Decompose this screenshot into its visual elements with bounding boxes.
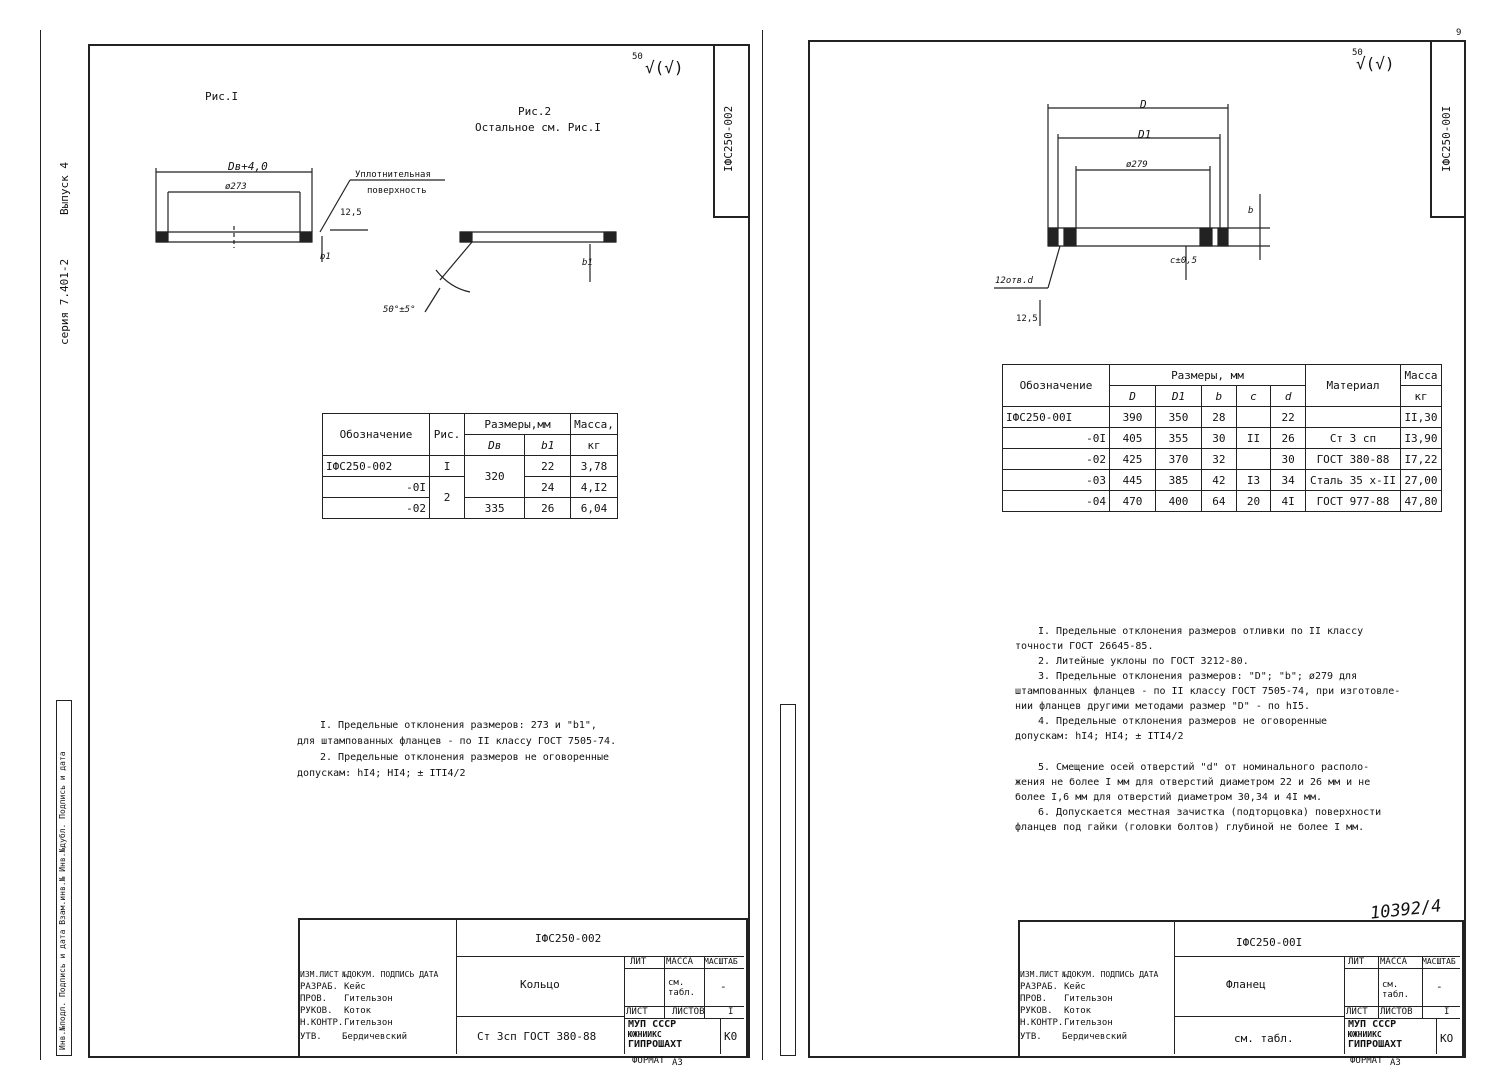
fig2-subtitle: Остальное см. Рис.I (475, 121, 601, 134)
left-stamp-row: УТВ. (300, 1032, 322, 1042)
fig2-hatch-right (604, 232, 616, 242)
fig1-hatch-left (156, 232, 168, 242)
left-note-1: I. Предельные отклонения размеров: 273 и "b1", (320, 720, 597, 731)
row-D: 445 (1110, 470, 1156, 491)
right-note-4: 3. Предельные отклонения размеров: "D"; "b"; ø279 для (1038, 671, 1358, 682)
right-stamp-mass: МАССА (1380, 957, 1408, 967)
right-stamp-code: IФС250-00I (1236, 936, 1303, 949)
row-d: 4I (1271, 491, 1306, 512)
row-D: 425 (1110, 449, 1156, 470)
left-stamp-row: РУКОВ. (300, 1006, 333, 1016)
right-stamp-row: Н.КОНТР. (1020, 1018, 1064, 1028)
fig1-leader (320, 180, 350, 232)
row-b: 22 (525, 456, 571, 477)
row-designation: -0I (323, 477, 430, 498)
col-b-header: b1 (525, 435, 571, 456)
row-D1: 355 (1156, 428, 1202, 449)
issue-label: Выпуск 4 (58, 162, 71, 215)
left-stamp-name: Кольцо (520, 978, 560, 991)
row-designation: IФС250-002 (323, 456, 430, 477)
flange-dim-inner: ø279 (1126, 160, 1148, 170)
left-stamp-mass-val: см. табл. (668, 978, 696, 998)
left-code-text: IФС250-002 (722, 105, 735, 172)
left-org-3: ЮЖНИИКС (628, 1030, 662, 1039)
right-stamp-name: Фланец (1226, 978, 1266, 991)
row-b: 24 (525, 477, 571, 498)
row-c: 20 (1236, 491, 1271, 512)
right-stamp-row-name: Бердичевский (1062, 1032, 1128, 1042)
right-org-2: ГИПРОШАХТ (1348, 1039, 1403, 1050)
row-mass: II,30 (1401, 407, 1442, 428)
left-stamp-row-name: Гительзон (344, 1018, 393, 1028)
right-stamp-row: УТВ. (1020, 1032, 1042, 1042)
left-roughness-value: 50 (632, 52, 643, 62)
right-note-8: допускам: hI4; HI4; ± ITI4/2 (1015, 731, 1184, 742)
right-stamp-ko: КО (1440, 1032, 1454, 1045)
left-note-4: допускам: hI4; HI4; ± ITI4/2 (297, 768, 466, 779)
fig1-dim-rough: 12,5 (340, 208, 362, 218)
right-stamp-mass-val: см. табл. (1382, 980, 1410, 1000)
row-D: 405 (1110, 428, 1156, 449)
left-stamp-row: РАЗРАБ. (300, 982, 338, 992)
flange-hatch-right-2 (1218, 228, 1228, 246)
flange-dim-D1: D1 (1138, 128, 1152, 141)
flange-holes: 12отв.d (995, 276, 1033, 286)
right-note-5: штампованных фланцев - по II классу ГОСТ 7505-74, при изготовле- (1015, 686, 1401, 697)
left-note-3: 2. Предельные отклонения размеров не оговоренные (320, 752, 609, 763)
col-D1-header: D1 (1156, 386, 1202, 407)
right-note-6: нии фланцев другими методами размер "D" - по hI5. (1015, 701, 1311, 712)
fig1-dim-inner: ø273 (225, 182, 247, 192)
right-org-3: ЮЖНИИКС (1348, 1030, 1382, 1039)
right-stamp-row-name: Коток (1064, 1006, 1092, 1016)
right-stamp-row-name: Кейс (1064, 982, 1086, 992)
right-stamp-row: РУКОВ. (1020, 1006, 1053, 1016)
col-mass-unit: кг (1401, 386, 1442, 407)
flange-hatch-left-1 (1048, 228, 1058, 246)
left-stamp-scale-val: - (720, 980, 727, 993)
col-mass-header: Масса (1401, 365, 1442, 386)
right-stamp-sheets-val: I (1444, 1007, 1450, 1017)
right-stamp-sheet: ЛИСТ (1346, 1007, 1368, 1017)
right-note-2: точности ГОСТ 26645-85. (1015, 641, 1154, 652)
left-stamp-row-name: Бердичевский (342, 1032, 408, 1042)
left-stamp-mass: МАССА (666, 957, 694, 967)
row-d: 22 (1271, 407, 1306, 428)
col-mass-unit: кг (571, 435, 618, 456)
row-mass: 6,04 (571, 498, 618, 519)
row-b: 26 (525, 498, 571, 519)
row-D1: 385 (1156, 470, 1202, 491)
row-material: ГОСТ 977-88 (1306, 491, 1401, 512)
left-roughness-symbol: √(√) (645, 58, 684, 77)
left-stamp-ko: К0 (724, 1030, 738, 1043)
fig2-hatch-left (460, 232, 472, 242)
col-c-header: c (1236, 386, 1271, 407)
right-page-number: 9 (1456, 28, 1462, 38)
row-D: 390 (1110, 407, 1156, 428)
left-stamp-code: IФС250-002 (535, 932, 602, 945)
row-mass: 47,80 (1401, 491, 1442, 512)
right-stamp-row-name: Гительзон (1064, 994, 1113, 1004)
left-stamp-sheets-val: I (728, 1007, 734, 1017)
fig2-angle-leader (425, 288, 440, 312)
fig2-dim-thk: b1 (582, 258, 593, 268)
row-mass: 4,I2 (571, 477, 618, 498)
row-designation: -02 (323, 498, 430, 519)
left-stamp-row: ИЗМ.ЛИСТ (300, 970, 339, 979)
fig2-title: Рис.2 (518, 105, 552, 118)
row-b: 64 (1202, 491, 1237, 512)
row-b: 30 (1202, 428, 1237, 449)
left-stamp-format-val: А3 (672, 1058, 683, 1068)
fig2-angle: 50°±5° (383, 305, 416, 315)
row-D1: 370 (1156, 449, 1202, 470)
row-c: II (1236, 428, 1271, 449)
left-stamp-material: Ст 3сп ГОСТ 380-88 (477, 1030, 597, 1043)
left-stamp-format: ФОРМАТ (632, 1056, 665, 1066)
left-inv-labels: Инв.№подл. Подпись и дата Взам.инв.№ Инв.№дубл. Подпись и дата (58, 751, 67, 1050)
left-stamp-lit: ЛИТ (630, 957, 647, 967)
row-material: Сталь 35 х-II (1306, 470, 1401, 491)
row-c: I3 (1236, 470, 1271, 491)
col-d-header: Dв (465, 435, 525, 456)
fig1-seal-label-2: поверхность (367, 186, 427, 196)
row-designation: -03 (1003, 470, 1110, 491)
left-stamp-row-name: Гительзон (344, 994, 393, 1004)
flange-holes-leader (1048, 246, 1060, 288)
right-stamp-row-name: Гительзон (1064, 1018, 1113, 1028)
right-org-1: МУП СССР (1348, 1019, 1397, 1030)
left-stamp-scale: МАСШТАБ (704, 957, 738, 966)
row-mass: I3,90 (1401, 428, 1442, 449)
right-stamp-row-name: №ДОКУМ. ПОДПИСЬ ДАТА (1062, 970, 1159, 979)
left-stamp-row-name: Кейс (344, 982, 366, 992)
right-stamp-scale: МАСШТАБ (1422, 957, 1456, 966)
fig1-dim-outer: Dв+4,0 (228, 160, 268, 173)
row-mass: 3,78 (571, 456, 618, 477)
row-D1: 350 (1156, 407, 1202, 428)
row-fig: 2 (430, 477, 465, 519)
row-mass: 27,00 (1401, 470, 1442, 491)
row-d: 26 (1271, 428, 1306, 449)
right-stamp-sheets: ЛИСТОВ (1380, 1007, 1413, 1017)
right-note-7: 4. Предельные отклонения размеров не оговоренные (1038, 716, 1327, 727)
col-sizes-header: Размеры, мм (1110, 365, 1306, 386)
right-note-1: I. Предельные отклонения размеров отливки по II классу (1038, 626, 1364, 637)
col-material-header: Материал (1306, 365, 1401, 407)
flange-dim-c: c±0,5 (1170, 256, 1198, 266)
left-stamp-sheet: ЛИСТ (626, 1007, 648, 1017)
row-b: 32 (1202, 449, 1237, 470)
right-roughness-value: 50 (1352, 48, 1363, 58)
row-D1: 400 (1156, 491, 1202, 512)
right-note-9: 5. Смещение осей отверстий "d" от номинального располо- (1038, 762, 1370, 773)
col-fig-header: Рис. (430, 414, 465, 456)
col-designation-header: Обозначение (1003, 365, 1110, 407)
right-code-text: IФС250-00I (1440, 105, 1453, 172)
right-stamp-material: см. табл. (1234, 1032, 1294, 1045)
right-roughness-symbol: √(√) (1356, 54, 1395, 73)
right-note-3: 2. Литейные уклоны по ГОСТ 3212-80. (1038, 656, 1249, 667)
right-stamp-row: РАЗРАБ. (1020, 982, 1058, 992)
row-b: 28 (1202, 407, 1237, 428)
col-designation-header: Обозначение (323, 414, 430, 456)
row-d: 30 (1271, 449, 1306, 470)
row-mass: I7,22 (1401, 449, 1442, 470)
col-D-header: D (1110, 386, 1156, 407)
col-d-header: d (1271, 386, 1306, 407)
fig1-dim-thk: b1 (320, 252, 331, 262)
row-designation: -0I (1003, 428, 1110, 449)
left-stamp-row: Н.КОНТР. (300, 1018, 344, 1028)
series-label: серия 7.401-2 (58, 258, 71, 345)
handwritten-number: 10392/4 (1369, 896, 1443, 924)
left-stamp-sheets: ЛИСТОВ (672, 1007, 705, 1017)
left-org-1: МУП СССР (628, 1019, 677, 1030)
left-stamp-row-name: Коток (344, 1006, 372, 1016)
right-note-12: 6. Допускается местная зачистка (подторцовка) поверхности (1038, 807, 1382, 818)
fig2-chamfer (440, 242, 472, 280)
right-note-11: более I,6 мм для отверстий диаметром 30,34 и 4I мм. (1015, 792, 1323, 803)
row-material: ГОСТ 380-88 (1306, 449, 1401, 470)
left-stamp-row: ПРОВ. (300, 994, 328, 1004)
fig1-hatch-right (300, 232, 312, 242)
row-designation: -04 (1003, 491, 1110, 512)
row-material: Ст 3 сп (1306, 428, 1401, 449)
row-d: 34 (1271, 470, 1306, 491)
flange-hatch-right-1 (1200, 228, 1212, 246)
left-stamp-row-name: №ДОКУМ. ПОДПИСЬ ДАТА (342, 970, 439, 979)
row-d: 320 (465, 456, 525, 498)
right-stamp-scale-val: - (1436, 980, 1443, 993)
right-stamp-row: ИЗМ.ЛИСТ (1020, 970, 1059, 979)
right-stamp-row: ПРОВ. (1020, 994, 1048, 1004)
flange-rough: 12,5 (1016, 314, 1038, 324)
flange-dim-b: b (1248, 206, 1254, 216)
left-note-2: для штампованных фланцев - по II классу ГОСТ 7505-74. (297, 736, 617, 747)
row-D: 470 (1110, 491, 1156, 512)
row-fig: I (430, 456, 465, 477)
col-b-header: b (1202, 386, 1237, 407)
fig2-angle-arc (436, 270, 470, 292)
row-b: 42 (1202, 470, 1237, 491)
row-designation: IФС250-00I (1003, 407, 1110, 428)
row-designation: -02 (1003, 449, 1110, 470)
right-stamp-format: ФОРМАТ (1350, 1056, 1383, 1066)
flange-dim-D: D (1140, 98, 1147, 111)
fig1-seal-label-1: Уплотнительная (355, 170, 431, 180)
fig1-title: Рис.I (205, 90, 239, 103)
left-org-2: ГИПРОШАХТ (628, 1039, 683, 1050)
row-d: 335 (465, 498, 525, 519)
right-note-13: фланцев под гайки (головки болтов) глубиной не более I мм. (1015, 822, 1365, 833)
right-note-10: жения не более I мм для отверстий диаметром 22 и 26 мм и не (1015, 777, 1371, 788)
right-stamp-lit: ЛИТ (1348, 957, 1365, 967)
col-sizes-header: Размеры,мм (465, 414, 571, 435)
right-stamp-format-val: А3 (1390, 1058, 1401, 1068)
col-mass-header: Масса, (571, 414, 618, 435)
flange-hatch-left-2 (1064, 228, 1076, 246)
